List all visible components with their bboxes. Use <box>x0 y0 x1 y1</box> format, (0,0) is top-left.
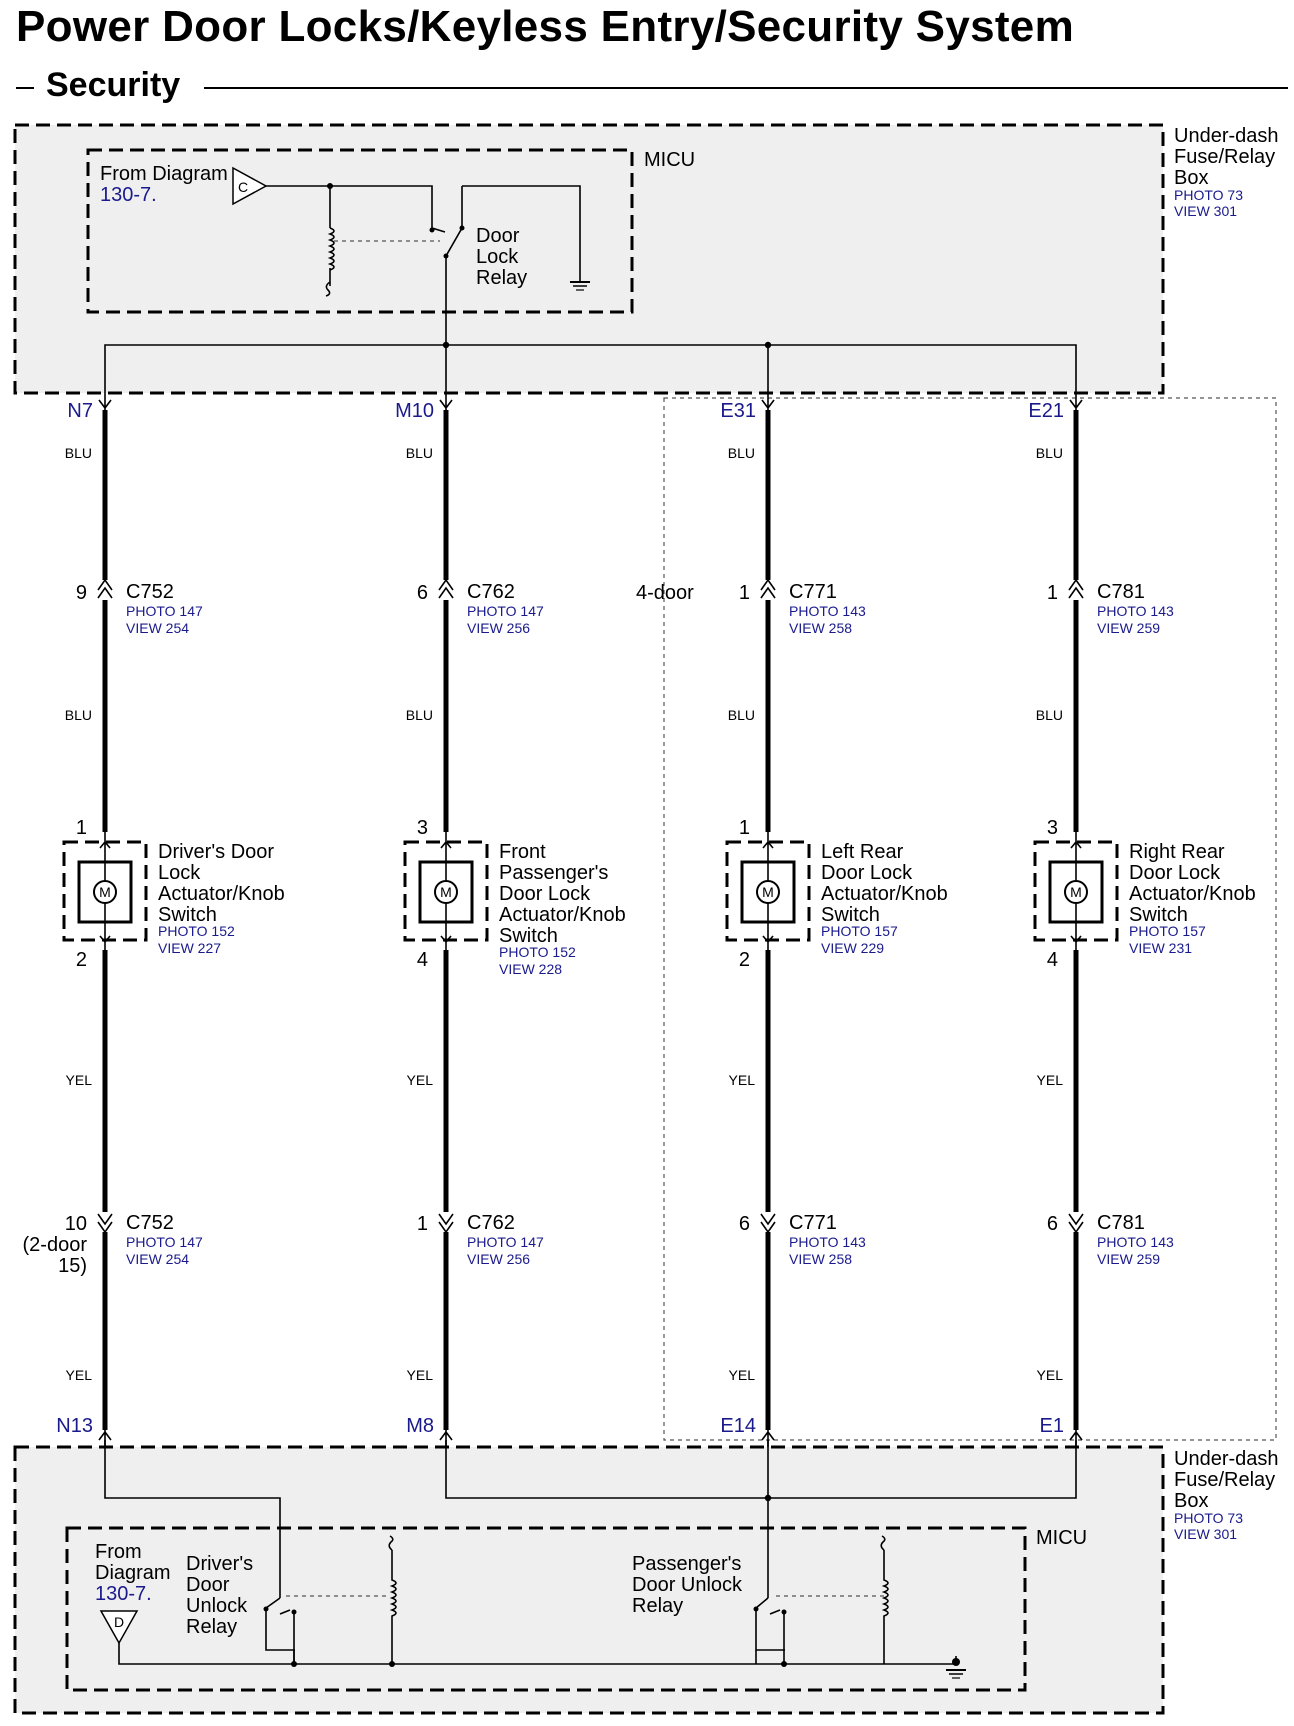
col3-c1-connector-icon <box>761 580 775 598</box>
top-fuse-ref-1: PHOTO 73 <box>1174 187 1243 203</box>
col1-actuator-pin-bottom: 2 <box>75 949 87 971</box>
col2-actuator-ref-2: VIEW 228 <box>499 961 563 977</box>
col1-bottom-pin-arrow-icon <box>99 1430 111 1447</box>
col1-actuator-ref-1: PHOTO 152 <box>158 923 235 939</box>
col4-c2-connector-icon <box>1069 1214 1083 1232</box>
col3-bottom-pin: E14 <box>720 1415 756 1437</box>
col1-wire-top-color: BLU <box>64 445 92 461</box>
col1-c1-ref-1: PHOTO 147 <box>126 603 203 619</box>
col1-c1-ref-2: VIEW 254 <box>126 620 190 636</box>
top-fuse-label-3: Box <box>1174 167 1209 189</box>
top-micu-label: MICU <box>644 149 696 171</box>
col2-actuator-label-1: Front <box>499 841 546 863</box>
top-connector-c-letter: C <box>238 179 249 195</box>
col4-c2-name: C781 <box>1097 1212 1145 1234</box>
col1-c2-ref-1: PHOTO 147 <box>126 1234 203 1250</box>
col4-wire-low-color: YEL <box>1036 1072 1063 1088</box>
four-door-label: 4-door <box>636 582 694 604</box>
col3-c2-ref-2: VIEW 258 <box>789 1251 853 1267</box>
col1-c2-ref-2: VIEW 254 <box>126 1251 190 1267</box>
col3-c1-pin: 1 <box>738 582 750 604</box>
top-fuse-ref-2: VIEW 301 <box>1174 203 1238 219</box>
col3-c2-name: C771 <box>789 1212 837 1234</box>
passenger-relay-contact-1 <box>754 1607 759 1612</box>
col4-c2-pin-1: 6 <box>1046 1213 1058 1235</box>
col1-bottom-pin: N13 <box>56 1415 93 1437</box>
col4-wire-mid-color: BLU <box>1035 707 1063 723</box>
driver-relay-label-4: Relay <box>186 1616 238 1638</box>
col2-c1-pin: 6 <box>416 582 428 604</box>
section-title: Security <box>46 66 181 104</box>
col4-c2-ref-2: VIEW 259 <box>1097 1251 1161 1267</box>
col4-top-pin-arrow-icon <box>1070 393 1082 410</box>
bottom-fuse-ref-1: PHOTO 73 <box>1174 1510 1243 1526</box>
top-junction-1 <box>327 183 333 189</box>
bottom-micu-label: MICU <box>1036 1527 1088 1549</box>
col2-actuator-label-3: Door Lock <box>499 883 591 905</box>
col1-top-pin-arrow-icon <box>99 393 111 410</box>
col2-actuator-label-4: Actuator/Knob <box>499 904 626 926</box>
col3-c2-ref-1: PHOTO 143 <box>789 1234 866 1250</box>
col2-actuator-ref-1: PHOTO 152 <box>499 944 576 960</box>
bottom-from-ref: 130-7. <box>95 1583 152 1605</box>
bottom-fuse-label-1: Under-dash <box>1174 1448 1279 1470</box>
col2-c1-name: C762 <box>467 581 515 603</box>
col3-c1-name: C771 <box>789 581 837 603</box>
col1-actuator-label-4: Switch <box>158 904 217 926</box>
page-title: Power Door Locks/Keyless Entry/Security System <box>16 2 1075 51</box>
col2-c1-ref-1: PHOTO 147 <box>467 603 544 619</box>
col2-actuator-label-5: Switch <box>499 925 558 947</box>
col3-actuator-pin-bottom: 2 <box>738 949 750 971</box>
bottom-rail-junction-1 <box>291 1661 297 1667</box>
top-relay-contact-1 <box>430 228 435 233</box>
col4-top-pin: E21 <box>1028 400 1064 422</box>
col4-c1-name: C781 <box>1097 581 1145 603</box>
passenger-relay-label-1: Passenger's <box>632 1553 742 1575</box>
col1-c2-pin-1: 10 <box>64 1213 87 1235</box>
col4-bottom-pin-arrow-icon <box>1070 1430 1082 1447</box>
col3-c2-pin-1: 6 <box>738 1213 750 1235</box>
col2-c2-ref-2: VIEW 256 <box>467 1251 531 1267</box>
top-relay-label-1: Door <box>476 225 520 247</box>
col3-top-pin: E31 <box>720 400 756 422</box>
col2-bottom-pin-arrow-icon <box>440 1430 452 1447</box>
col4-c1-pin: 1 <box>1046 582 1058 604</box>
col1-actuator-label-1: Driver's Door <box>158 841 275 863</box>
col2-c2-pin-1: 1 <box>416 1213 428 1235</box>
col4-c1-ref-1: PHOTO 143 <box>1097 603 1174 619</box>
bottom-rail-junction-2 <box>389 1661 395 1667</box>
col4-c2-ref-1: PHOTO 143 <box>1097 1234 1174 1250</box>
passenger-relay-label-2: Door Unlock <box>632 1574 743 1596</box>
driver-relay-contact-2 <box>292 1610 297 1615</box>
col2-actuator-label-2: Passenger's <box>499 862 609 884</box>
col2-top-pin: M10 <box>395 400 434 422</box>
col1-c2-connector-icon <box>98 1214 112 1232</box>
col2-c2-ref-1: PHOTO 147 <box>467 1234 544 1250</box>
col2-bottom-pin: M8 <box>406 1415 434 1437</box>
col4-actuator-label-1: Right Rear <box>1129 841 1225 863</box>
col4-actuator-label-3: Actuator/Knob <box>1129 883 1256 905</box>
bottom-connector-d-letter: D <box>114 1614 125 1630</box>
col3-actuator-ref-1: PHOTO 157 <box>821 923 898 939</box>
col2-c2-name: C762 <box>467 1212 515 1234</box>
col1-c2-pin-3: 15) <box>58 1255 87 1277</box>
col4-actuator-label-2: Door Lock <box>1129 862 1221 884</box>
col1-motor-letter: M <box>99 884 111 900</box>
col2-wire-top-color: BLU <box>405 445 433 461</box>
col3-top-pin-arrow-icon <box>762 393 774 410</box>
top-fuse-box <box>15 125 1279 393</box>
top-fuse-label-2: Fuse/Relay <box>1174 146 1276 168</box>
bottom-bus-junction <box>765 1495 771 1501</box>
col1-actuator-pin-top: 1 <box>75 817 87 839</box>
bottom-from-label-2: Diagram <box>95 1562 171 1584</box>
col3-actuator-label-3: Actuator/Knob <box>821 883 948 905</box>
col1-top-pin: N7 <box>67 400 93 422</box>
driver-relay-contact-1 <box>264 1607 269 1612</box>
col3-wire-mid-color: BLU <box>727 707 755 723</box>
col3-actuator-pin-top: 1 <box>738 817 750 839</box>
bottom-fuse-label-2: Fuse/Relay <box>1174 1469 1276 1491</box>
top-from-diagram: From Diagram <box>100 163 228 185</box>
col4-actuator-pin-bottom: 4 <box>1046 949 1058 971</box>
bottom-fuse-ref-2: VIEW 301 <box>1174 1526 1238 1542</box>
col2-wire-mid-color: BLU <box>405 707 433 723</box>
col2-c1-ref-2: VIEW 256 <box>467 620 531 636</box>
col4-motor-letter: M <box>1070 884 1082 900</box>
col1-wire-low-color: YEL <box>65 1072 92 1088</box>
col3-c2-connector-icon <box>761 1214 775 1232</box>
wire-columns <box>23 393 1256 1447</box>
col3-wire-top-color: BLU <box>727 445 755 461</box>
col3-wire-low-color: YEL <box>728 1072 755 1088</box>
col1-wire-mid-color: BLU <box>64 707 92 723</box>
col4-c1-ref-2: VIEW 259 <box>1097 620 1161 636</box>
col2-actuator-pin-bottom: 4 <box>416 949 428 971</box>
col3-actuator-label-1: Left Rear <box>821 841 904 863</box>
col2-c2-connector-icon <box>439 1214 453 1232</box>
driver-relay-label-1: Driver's <box>186 1553 254 1575</box>
passenger-relay-contact-2 <box>782 1610 787 1615</box>
col4-actuator-ref-1: PHOTO 157 <box>1129 923 1206 939</box>
col4-actuator-ref-2: VIEW 231 <box>1129 940 1193 956</box>
col4-actuator-label-4: Switch <box>1129 904 1188 926</box>
col3-actuator-label-4: Switch <box>821 904 880 926</box>
driver-relay-label-2: Door <box>186 1574 230 1596</box>
col1-c1-pin: 9 <box>75 582 87 604</box>
bottom-fuse-box <box>15 1440 1279 1713</box>
top-from-diagram-ref: 130-7. <box>100 184 157 206</box>
passenger-relay-label-3: Relay <box>632 1595 684 1617</box>
col3-motor-letter: M <box>762 884 774 900</box>
top-relay-label-3: Relay <box>476 267 528 289</box>
col3-c1-ref-2: VIEW 258 <box>789 620 853 636</box>
col1-actuator-label-3: Actuator/Knob <box>158 883 285 905</box>
driver-relay-label-3: Unlock <box>186 1595 248 1617</box>
top-bus-junction-2 <box>765 342 771 348</box>
bottom-from-label-1: From <box>95 1541 142 1563</box>
bottom-rail-junction-3 <box>781 1661 787 1667</box>
top-fuse-label-1: Under-dash <box>1174 125 1279 147</box>
col1-c2-name: C752 <box>126 1212 174 1234</box>
col3-bottom-pin-arrow-icon <box>762 1430 774 1447</box>
col2-c1-connector-icon <box>439 580 453 598</box>
col4-bottom-pin: E1 <box>1039 1415 1064 1437</box>
col1-c1-connector-icon <box>98 580 112 598</box>
top-relay-contact-3 <box>444 254 449 259</box>
col1-actuator-ref-2: VIEW 227 <box>158 940 222 956</box>
col2-motor-letter: M <box>440 884 452 900</box>
col3-wire-bottom-color: YEL <box>728 1367 755 1383</box>
col2-wire-low-color: YEL <box>406 1072 433 1088</box>
col1-actuator-label-2: Lock <box>158 862 201 884</box>
col2-actuator-pin-top: 3 <box>416 817 428 839</box>
col3-actuator-label-2: Door Lock <box>821 862 913 884</box>
top-bus-junction-1 <box>443 342 449 348</box>
top-relay-contact-2 <box>460 226 465 231</box>
top-relay-label-2: Lock <box>476 246 519 268</box>
col4-actuator-pin-top: 3 <box>1046 817 1058 839</box>
bottom-fuse-label-3: Box <box>1174 1490 1209 1512</box>
col4-wire-bottom-color: YEL <box>1036 1367 1063 1383</box>
col2-wire-bottom-color: YEL <box>406 1367 433 1383</box>
col2-top-pin-arrow-icon <box>440 393 452 410</box>
col1-wire-bottom-color: YEL <box>65 1367 92 1383</box>
col1-c1-name: C752 <box>126 581 174 603</box>
col3-c1-ref-1: PHOTO 143 <box>789 603 866 619</box>
col4-c1-connector-icon <box>1069 580 1083 598</box>
col3-actuator-ref-2: VIEW 229 <box>821 940 885 956</box>
col1-c2-pin-2: (2-door <box>22 1234 87 1256</box>
col4-wire-top-color: BLU <box>1035 445 1063 461</box>
